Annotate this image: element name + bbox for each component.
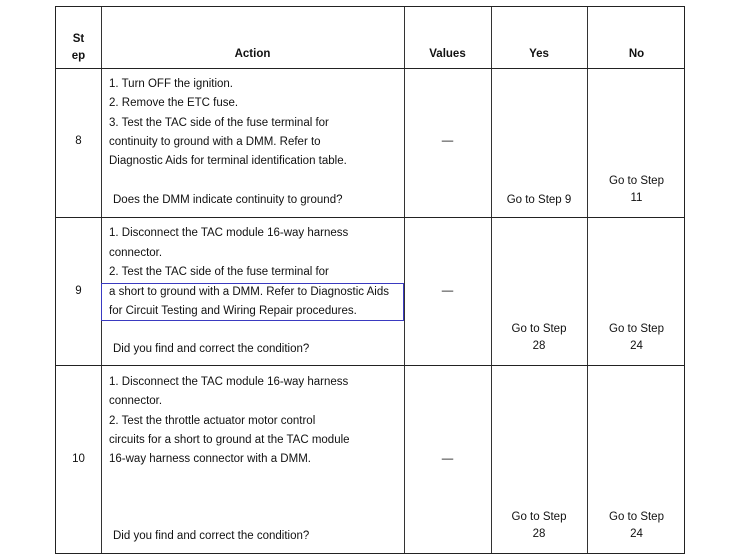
row-divider (56, 68, 684, 69)
diagnostic-table (55, 6, 685, 554)
values-dash: — (441, 285, 454, 297)
action-line: for Circuit Testing and Wiring Repair procedures. (109, 305, 357, 317)
action-line: 1. Disconnect the TAC module 16-way harness (109, 376, 349, 388)
no-link[interactable]: Go to Step 24 (609, 323, 664, 352)
no-link[interactable]: Go to Step 24 (609, 511, 664, 540)
action-line: a short to ground with a DMM. Refer to Diagnostic Aids (109, 286, 389, 298)
column-divider (491, 7, 492, 553)
action-line: Diagnostic Aids for terminal identification table. (109, 155, 347, 167)
step-number: 8 (75, 135, 82, 147)
header-values: Values (429, 48, 466, 60)
column-divider (101, 7, 102, 553)
action-line: circuits for a short to ground at the TAC module (109, 434, 350, 446)
row-divider (56, 365, 684, 366)
action-line: 2. Test the throttle actuator motor control (109, 415, 316, 427)
action-line: connector. (109, 247, 163, 259)
action-line: 1. Turn OFF the ignition. (109, 78, 234, 90)
action-line: connector. (109, 395, 163, 407)
step-number: 10 (72, 453, 85, 465)
action-line: 16-way harness connector with a DMM. (109, 453, 311, 465)
header-yes: Yes (529, 48, 549, 60)
action-line: 1. Disconnect the TAC module 16-way harness (109, 227, 349, 239)
action-line: 2. Test the TAC side of the fuse terminal for (109, 266, 329, 278)
values-dash: — (441, 453, 454, 465)
step-number: 9 (75, 285, 82, 297)
question: Did you find and correct the condition? (113, 343, 310, 355)
yes-link[interactable]: Go to Step 28 (511, 323, 567, 352)
no-link[interactable]: Go to Step 11 (609, 175, 664, 204)
row-divider (56, 217, 684, 218)
action-line: 3. Test the TAC side of the fuse terminal for (109, 117, 329, 129)
column-divider (404, 7, 405, 553)
header-no: No (628, 48, 645, 60)
action-line: 2. Remove the ETC fuse. (109, 97, 239, 109)
header-action: Action (234, 48, 271, 60)
question: Did you find and correct the condition? (113, 530, 310, 542)
header-step: St ep (71, 33, 86, 62)
yes-link[interactable]: Go to Step 28 (511, 511, 567, 540)
yes-link[interactable]: Go to Step 9 (506, 194, 572, 206)
values-dash: — (441, 135, 454, 147)
column-divider (587, 7, 588, 553)
question: Does the DMM indicate continuity to ground? (113, 194, 343, 206)
action-line: continuity to ground with a DMM. Refer to (109, 136, 321, 148)
